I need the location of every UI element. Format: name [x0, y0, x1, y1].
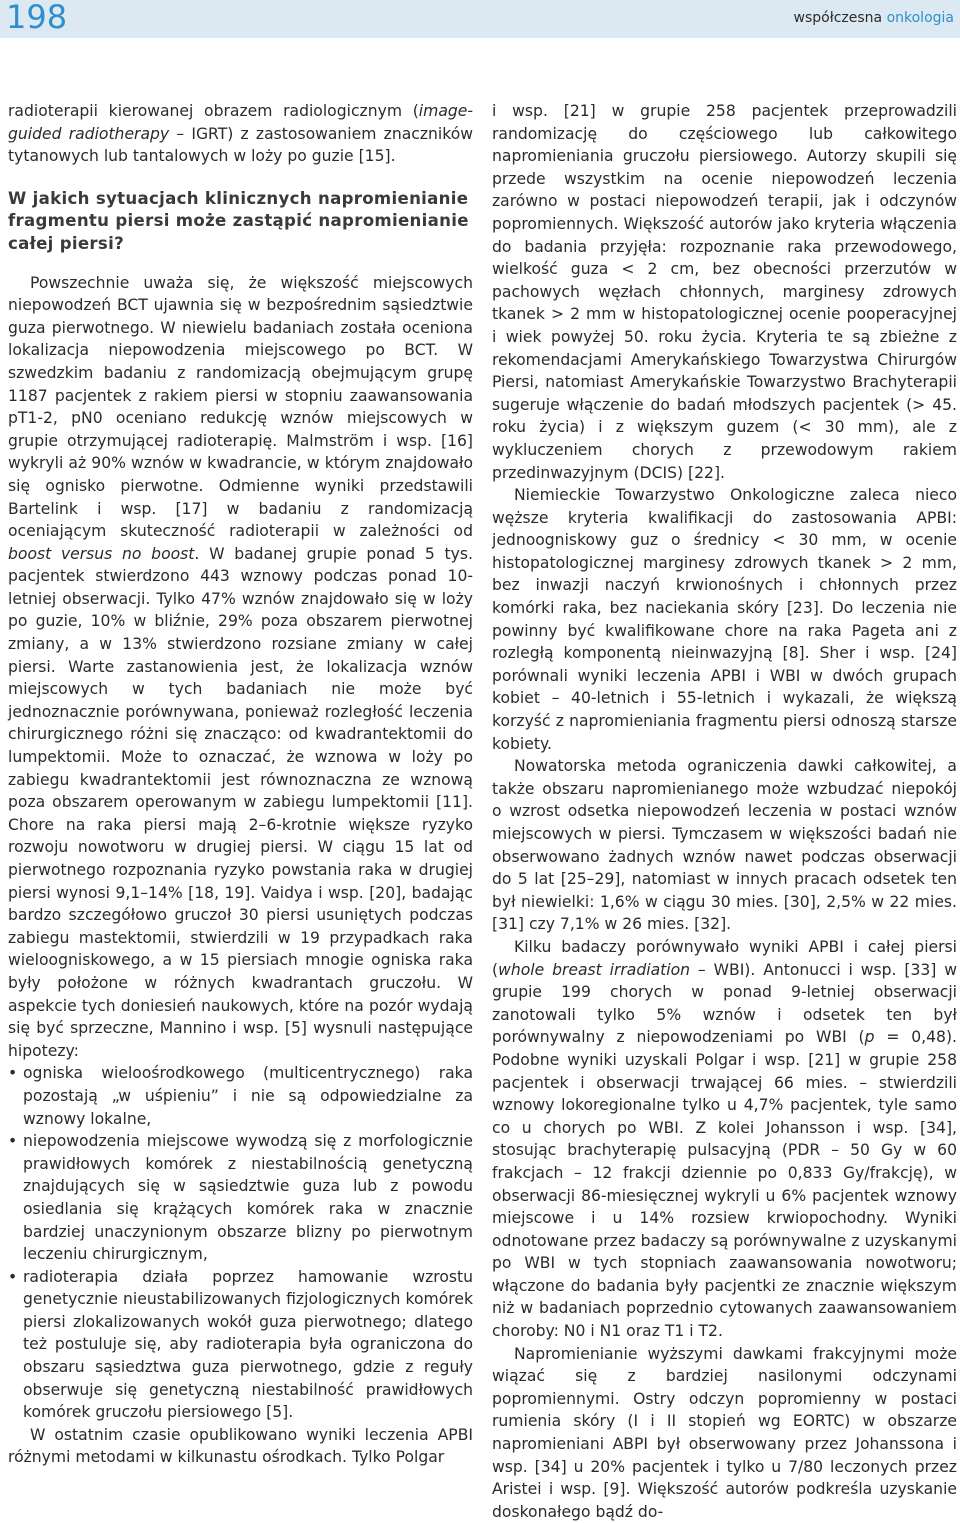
section-heading: W jakich sytuacjach klinicznych napromienianie fragmentu piersi może zastąpić napromienianie całej piersi?: [8, 188, 469, 253]
page-number: 198: [6, 0, 68, 36]
left-column: [8, 100, 473, 1469]
right-p4-c: = 0,48). Podobne wyniki uzyskali Polgar i wsp. [21] w grupie 258 pacjentek i obserwacji trwającej 66 mies. – stwierdzili wznowy lokoregionalne tylko u 4,7% pacjentek, tyle samo co u chorych po WBI. Z kolei Johansson i wsp. [34], stosując brachyterapię pulsacyjną (PDR – 50 Gy w 60 frakcjach – 12 frakcji dziennie po 0,833 Gy/frakcję), w obserwacji 86-miesięcznej wykryli u 6% pacjentek wznowy miejscowe i u 14% rozsiew krwiopochodny. Wyniki odnotowane przez badaczy są porównywalne z uzyskanymi po WBI w tych stopniach zaawansowania nowotworu; włączone do badania były pacjentki ze znacznie większym niż w badaniach poprzednio cytowanych zaawansowaniem choroby: N0 i N1 oraz T1 i T2.: [492, 1028, 957, 1341]
list-item: • radioterapia działa poprzez hamowanie wzrostu genetycznie nieustabilizowanych fizjologicznych komórek piersi zlokalizowanych wokół guza pierwotnego; dlatego też postuluje się, aby radioterapia była ograniczona do obszaru sąsiedztwa guza pierwotnego, gdzie z reguły obserwuje się genetyczną niestabilność prawidłowych komórek gruczołu piersiowego [5].: [8, 1266, 473, 1424]
intro-text-em: image-guided radiotherapy: [8, 102, 473, 143]
journal-title: [794, 10, 954, 26]
right-p4-em2: p: [864, 1028, 875, 1047]
list-item: • ogniska wieloośrodkowego (multicentrycznego) raka pozostają „w uśpieniu” i nie są odpowiedzialne za wznowy lokalne,: [8, 1062, 473, 1130]
journal-title-part1: współczesna: [793, 10, 883, 26]
right-paragraph-5: Napromienianie wyższymi dawkami frakcyjnymi może wiązać się z bardziej nasilonymi odczynami popromiennymi. Ostry odczyn popromienny w postaci rumienia skóry (I i II stopień wg EORTC) w obszarze napromieniani ABPI był obserwowany przez Johanssona i wsp. [34] u 20% pacjentek i tylko u 7/80 leczonych przez Aristei i wsp. [9]. Większość autorów podkreśla uzyskanie doskonałego bądź do-: [492, 1344, 957, 1521]
left-p1-em: boost versus no boost: [8, 544, 195, 563]
intro-text-a: radioterapii kierowanej obrazem radiologicznym (: [8, 102, 419, 120]
right-paragraph-2: Niemieckie Towarzystwo Onkologiczne zaleca nieco węższe kryteria kwalifikacji do zastosowania APBI: jednoogniskowy guz o średnicy < 30 mm, w ocenie histopatologicznej marginesy zdrowych tkanek > 2 mm, bez inwazji naczyń krwionośnych i chłonnych przez komórki raka, bez naciekania skóry [23]. Do leczenia nie powinny być kwalifikowane chore na raka Pageta ani z rozległą komponentą nieinwazyjną [8]. Sher i wsp. [24] porównali wyniki leczenia APBI i WBI w dwóch grupach kobiet – 40-letnich i 55-letnich i wykazali, że większą korzyść z napromieniania fragmentu piersi odnoszą starsze kobiety.: [492, 486, 957, 753]
left-paragraph-last: W ostatnim czasie opublikowano wyniki leczenia APBI różnymi metodami w kilkunastu ośrodkach. Tylko Polgar: [8, 1425, 473, 1467]
right-p4-em1: whole breast irradiation: [498, 960, 691, 979]
journal-title-part2: onkologia: [886, 10, 954, 26]
intro-paragraph: [8, 100, 473, 168]
right-paragraph-3: Nowatorska metoda ograniczenia dawki całkowitej, a także obszaru napromienianego może wzbudzać niepokój o wzrost odsetka niepowodzeń leczenia w postaci wznów miejscowych w piersi. Tymczasem w większości badań nie obserwowano żadnych wznów nawet podczas obserwacji do 5 lat [25–29], natomiast w innych pracach odsetek ten był niewielki: 1,6% w ciągu 30 mies. [30], 2,5% w 22 mies. [31] czy 7,1% w 26 mies. [32].: [492, 757, 957, 934]
right-column: [492, 100, 957, 1523]
list-item: • niepowodzenia miejscowe wywodzą się z morfologicznie prawidłowych komórek z niestabilnością genetyczną znajdujących się w sąsiedztwie guza lub z powodu osiedlania się krążących komórek raka w znacznie bardziej unaczynionym obszarze blizny po pierwotnym leczeniu chirurgicznym,: [8, 1130, 473, 1266]
hypotheses-list: [8, 1062, 473, 1424]
left-paragraph-1: [8, 272, 473, 1063]
right-paragraph-4: [492, 936, 957, 1343]
right-paragraph-1: i wsp. [21] w grupie 258 pacjentek przeprowadzili randomizację do częściowego lub całkowitego napromieniania gruczołu piersiowego. Autorzy skupili się przede wszystkim na ocenie niepowodzeń leczenia zarówno w postaci niepowodzeń terapii, jak i odczynów popromiennych. Większość autorów jako kryteria włączenia do badania przyjęła: rozpoznanie raka przewodowego, wielkość guza < 2 cm, bez obecności przerzutów w pachowych węzłach chłonnych, marginesy zdrowych tkanek > 2 mm w histopatologicznej ocenie pooperacyjnej i wiek powyżej 50. roku życia. Kryteria te są zbieżne z rekomendacjami Amerykańskiego Towarzystwa Chirurgów Piersi, natomiast Amerykańskie Towarzystwo Brachyterapii sugeruje włączenie do badań młodszych pacjentek (> 45. roku życia) i z większym guzem (< 30 mm), ale z wykluczeniem chorych z przewodowym rakiem przedinwazyjnym (DCIS) [22].: [492, 102, 957, 482]
header-bar: [0, 0, 960, 38]
right-p4-a: Kilku badaczy porównywało wyniki APBI i całej piersi (: [492, 937, 957, 979]
left-p1-b: . W badanej grupie ponad 5 tys. pacjentek stwierdzono 443 wznowy podczas ponad 10-letniej obserwacji. Tylko 47% wznów znajdowało się w loży po guzie, 10% w bliźnie, 29% poza obszarem pierwotnej zmiany, a w 13% stwierdzono rozsiane zmiany w całej piersi. Warte zastanowienia jest, że lokalizacja wznów miejscowych w tych badaniach nie może być jednoznacznie porównywana, ponieważ rozległość leczenia chirurgicznego różni się znacząco: od kwadrantektomii do lumpektomii. Może to oznaczać, że wznowa w loży po zabiegu kwadrantektomii jest równoznaczna ze wznową poza obszarem operowanym w zabiegu lumpektomii [11]. Chore na raka piersi mają 2–6-krotnie większe ryzyko rozwoju nowotworu w drugiej piersi. W ciągu 15 lat od pierwotnego rozpoznania ryzyko powstania raka w drugiej piersi wynosi 9,1–14% [18, 19]. Vaidya i wsp. [20], badając bardzo szczegółowo gruczoł 30 piersi usuniętych podczas zabiegu mastektomii, stwierdzili w 19 przypadkach raka wieloogniskowego, a w 15 piersiach mnogie ogniska raka były położone w różnych kwadrantach gruczołu. W aspekcie tych doniesień naukowych, które na pozór wydają się być sprzeczne, Mannino i wsp. [5] wysnuli następujące hipotezy:: [8, 544, 473, 1060]
left-p1-a: Powszechnie uważa się, że większość miejscowych niepowodzeń BCT ujawnia się w bezpośrednim sąsiedztwie guza pierwotnego. W niewielu badaniach została oceniona lokalizacja niepowodzenia miejscowego po BCT. W szwedzkim badaniu z randomizacją obejmującym grupę 1187 pacjentek z rakiem piersi w stopniu zaawansowania pT1-2, pN0 oceniano redukcję wznów miejscowych w grupie otrzymującej radioterapię. Malmström i wsp. [16] wykryli aż 90% wznów w kwadrancie, w którym znajdowało się ognisko pierwotne. Odmienne wyniki przedstawili Bartelink i wsp. [17] w badaniu z randomizacją oceniającym skuteczność radioterapii w zależności od: [8, 273, 473, 541]
intro-text-b: – IGRT) z zastosowaniem znaczników tytanowych lub tantalowych w loży po guzie [15].: [8, 124, 473, 166]
right-p4-b: – WBI). Antonucci i wsp. [33] w grupie 199 chorych w ponad 9-letniej obserwacji zanotowali tylko 5% wznów i odsetek ten był porównywalny z niepowodzeniami po WBI (: [492, 960, 958, 1047]
